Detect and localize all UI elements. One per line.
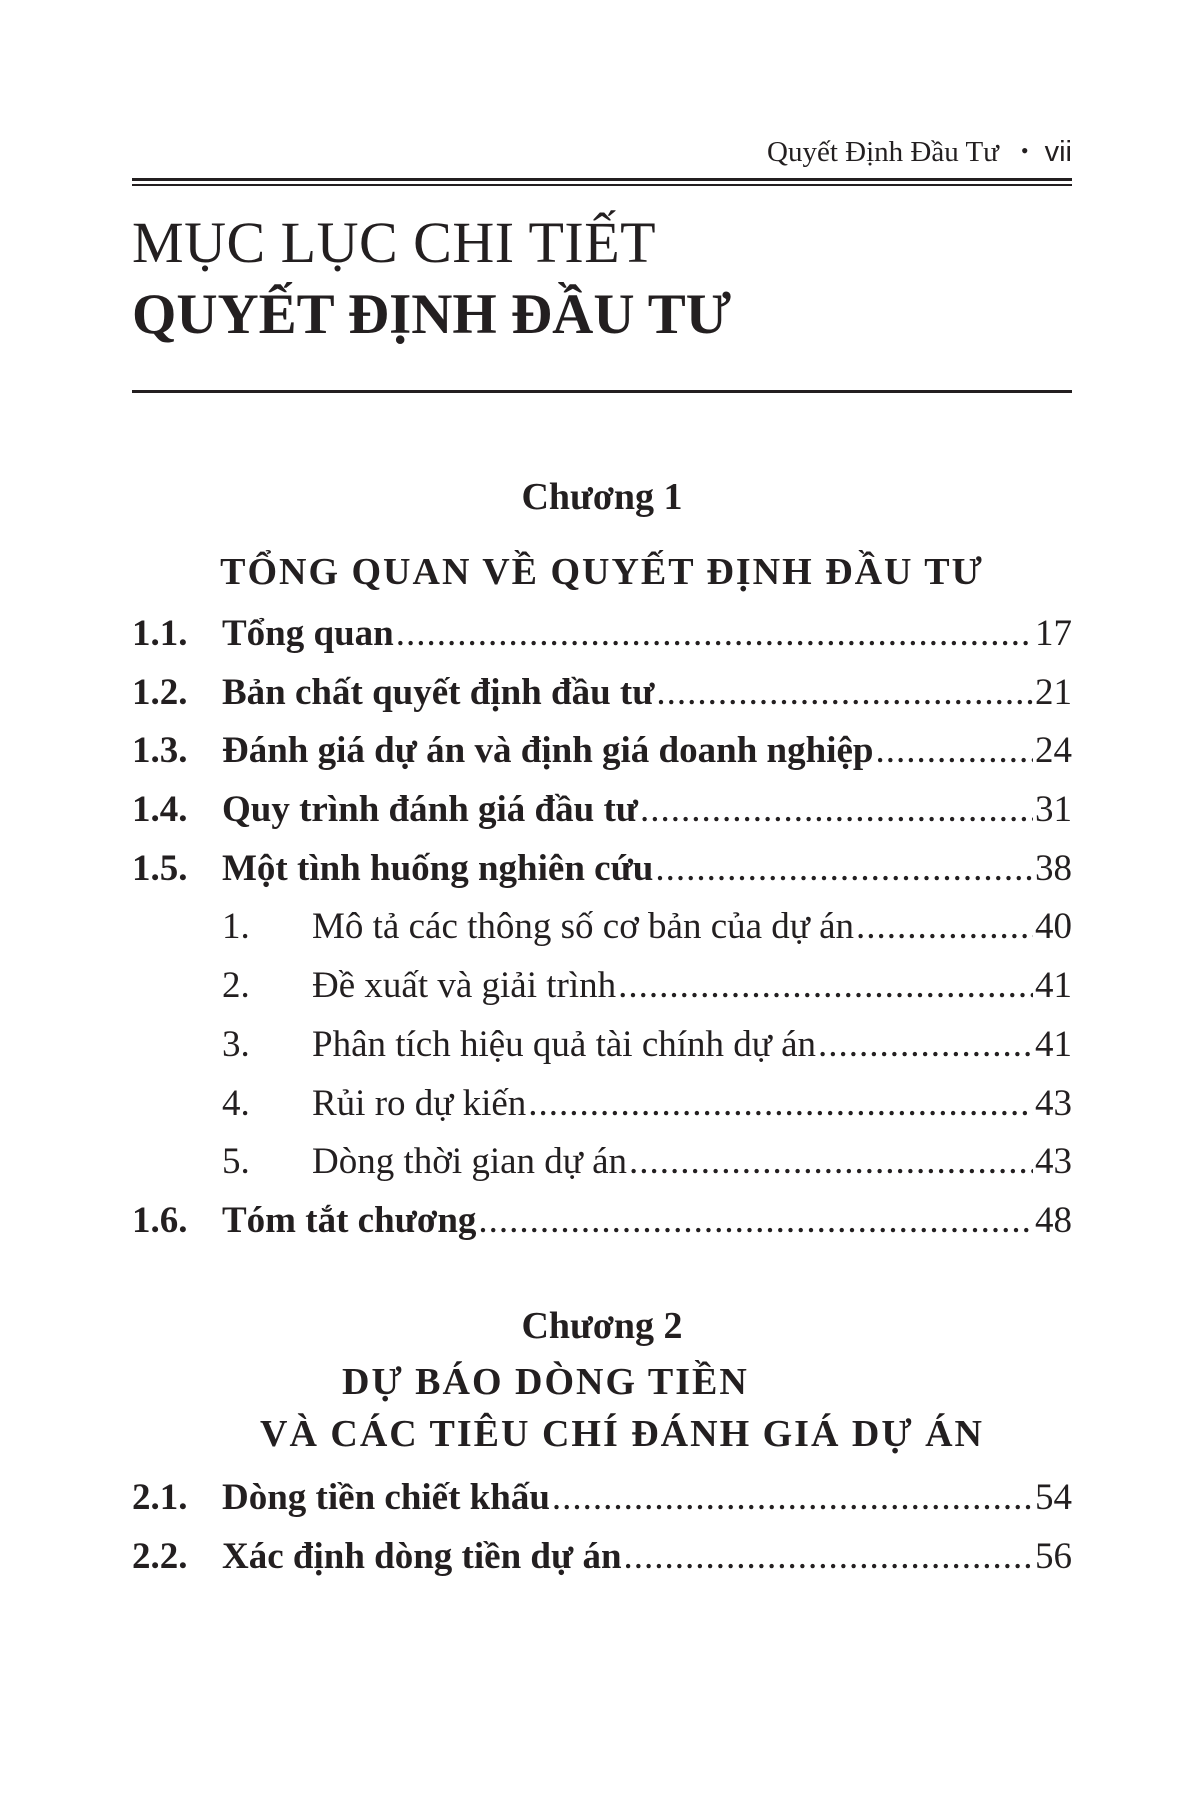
toc-subentry[interactable] bbox=[132, 905, 1072, 964]
toc-entry-number: 3. bbox=[222, 1023, 250, 1065]
toc-entry[interactable] bbox=[132, 612, 1072, 671]
chapter-1-toc-list bbox=[132, 612, 1072, 1258]
running-header-bullet: • bbox=[1020, 138, 1029, 163]
toc-entry[interactable] bbox=[132, 1535, 1072, 1594]
toc-entry-number: 2.2. bbox=[132, 1535, 188, 1577]
toc-entry[interactable] bbox=[132, 1476, 1072, 1535]
toc-entry-label: Đề xuất và giải trình bbox=[312, 965, 617, 1007]
toc-entry-page: 38 bbox=[1035, 847, 1072, 889]
toc-entry-page: 41 bbox=[1035, 1023, 1072, 1065]
toc-subentry[interactable] bbox=[132, 1023, 1072, 1082]
toc-title: MỤC LỤC CHI TIẾT bbox=[132, 210, 657, 275]
toc-entry-number: 2.1. bbox=[132, 1477, 188, 1518]
toc-entry-page: 54 bbox=[1035, 1477, 1072, 1518]
dot-leader bbox=[656, 671, 1033, 714]
chapter-1-title: TỔNG QUAN VỀ QUYẾT ĐỊNH ĐẦU TƯ bbox=[220, 551, 984, 593]
toc-entry-label: Đánh giá dự án và định giá doanh nghiệp bbox=[222, 730, 874, 772]
toc-entry-number: 1.3. bbox=[132, 730, 188, 772]
dot-leader bbox=[818, 1023, 1033, 1066]
toc-entry[interactable] bbox=[132, 788, 1072, 847]
dot-leader bbox=[655, 847, 1033, 890]
toc-entry-label: Một tình huống nghiên cứu bbox=[222, 847, 654, 889]
dot-leader bbox=[629, 1140, 1033, 1183]
dot-leader bbox=[552, 1476, 1033, 1519]
toc-entry-page: 43 bbox=[1035, 1082, 1072, 1124]
running-header bbox=[132, 136, 1072, 176]
toc-entry-label: Mô tả các thông số cơ bản của dự án bbox=[312, 906, 855, 948]
dot-leader bbox=[856, 905, 1033, 948]
header-rule-thick bbox=[132, 178, 1072, 181]
chapter-2-title-line-1: DỰ BÁO DÒNG TIỀN bbox=[342, 1361, 749, 1403]
toc-entry-page: 56 bbox=[1035, 1535, 1072, 1577]
dot-leader bbox=[478, 1199, 1033, 1242]
toc-entry-label: Quy trình đánh giá đầu tư bbox=[222, 789, 638, 831]
toc-entry-page: 31 bbox=[1035, 789, 1072, 831]
toc-entry-label: Dòng tiền chiết khấu bbox=[222, 1477, 550, 1518]
dot-leader bbox=[618, 964, 1033, 1007]
heading-rule bbox=[132, 390, 1072, 393]
toc-entry-page: 24 bbox=[1035, 730, 1072, 772]
toc-entry-number: 2. bbox=[222, 965, 250, 1007]
book-title: QUYẾT ĐỊNH ĐẦU TƯ bbox=[132, 283, 732, 346]
toc-subentry[interactable] bbox=[132, 1140, 1072, 1199]
toc-entry-number: 1.6. bbox=[132, 1199, 188, 1241]
dot-leader bbox=[396, 612, 1033, 655]
toc-subentry[interactable] bbox=[132, 1082, 1072, 1141]
toc-entry-number: 5. bbox=[222, 1141, 250, 1183]
toc-entry-label: Bản chất quyết định đầu tư bbox=[222, 671, 655, 713]
toc-entry-label: Dòng thời gian dự án bbox=[312, 1141, 628, 1183]
toc-entry-label: Rủi ro dự kiến bbox=[312, 1082, 527, 1124]
toc-subentry[interactable] bbox=[132, 964, 1072, 1023]
dot-leader bbox=[528, 1082, 1033, 1125]
toc-entry-page: 40 bbox=[1035, 906, 1072, 948]
dot-leader bbox=[640, 788, 1033, 831]
toc-entry-label: Tóm tắt chương bbox=[222, 1199, 477, 1241]
toc-entry-page: 43 bbox=[1035, 1141, 1072, 1183]
running-header-page-number: vii bbox=[1044, 136, 1072, 168]
toc-entry-label: Tổng quan bbox=[222, 613, 394, 654]
toc-entry[interactable] bbox=[132, 729, 1072, 788]
running-header-title: Quyết Định Đầu Tư bbox=[767, 136, 999, 168]
chapter-2-toc-list bbox=[132, 1476, 1072, 1593]
toc-entry-page: 21 bbox=[1035, 671, 1072, 713]
dot-leader bbox=[875, 729, 1033, 772]
chapter-2-label: Chương 2 bbox=[521, 1305, 683, 1347]
toc-entry-label: Phân tích hiệu quả tài chính dự án bbox=[312, 1023, 817, 1065]
toc-entry-number: 1.4. bbox=[132, 789, 188, 831]
toc-entry-number: 4. bbox=[222, 1082, 250, 1124]
toc-entry[interactable] bbox=[132, 1199, 1072, 1258]
toc-entry-page: 48 bbox=[1035, 1199, 1072, 1241]
toc-entry-number: 1.2. bbox=[132, 671, 188, 713]
toc-entry-label: Xác định dòng tiền dự án bbox=[222, 1535, 622, 1577]
toc-entry-number: 1. bbox=[222, 906, 250, 948]
toc-entry[interactable] bbox=[132, 847, 1072, 906]
chapter-2-title-line-2: VÀ CÁC TIÊU CHÍ ĐÁNH GIÁ DỰ ÁN bbox=[260, 1413, 984, 1455]
chapter-1-label: Chương 1 bbox=[521, 476, 683, 518]
toc-entry[interactable] bbox=[132, 671, 1072, 730]
toc-entry-number: 1.5. bbox=[132, 847, 188, 889]
toc-entry-page: 41 bbox=[1035, 965, 1072, 1007]
toc-entry-number: 1.1. bbox=[132, 613, 188, 654]
header-rule-thin bbox=[132, 184, 1072, 186]
toc-entry-page: 17 bbox=[1035, 613, 1072, 654]
dot-leader bbox=[624, 1535, 1033, 1578]
